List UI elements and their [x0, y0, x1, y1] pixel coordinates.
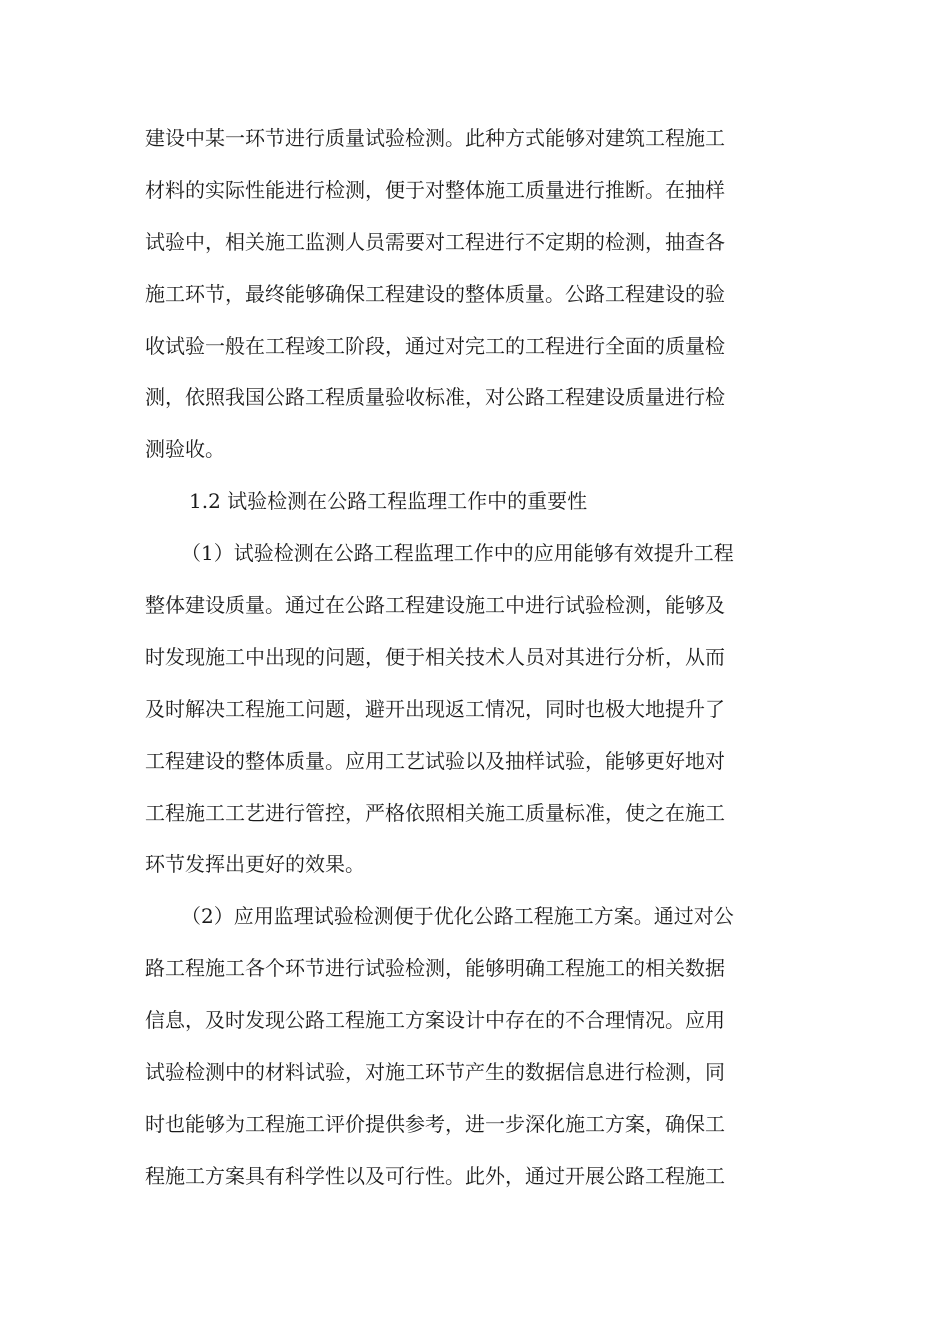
document-page	[145, 113, 807, 1203]
paragraph-1	[145, 113, 807, 476]
paragraph-3	[145, 891, 807, 1202]
text-line: 时也能够为工程施工评价提供参考，进一步深化施工方案，确保工	[145, 1111, 725, 1136]
text-line: 工程施工工艺进行管控，严格依照相关施工质量标准，使之在施工	[145, 800, 725, 825]
text-line: 施工环节，最终能够确保工程建设的整体质量。公路工程建设的验	[145, 281, 725, 306]
text-line: 建设中某一环节进行质量试验检测。此种方式能够对建筑工程施工	[145, 126, 725, 150]
text-line: 收试验一般在工程竣工阶段，通过对完工的工程进行全面的质量检	[145, 333, 725, 358]
text-line: （1）试验检测在公路工程监理工作中的应用能够有效提升工程	[181, 541, 734, 566]
text-line: 时发现施工中出现的问题，便于相关技术人员对其进行分析，从而	[145, 644, 725, 669]
text-line: 工程建设的整体质量。应用工艺试验以及抽样试验，能够更好地对	[145, 748, 725, 773]
text-line: 试验中，相关施工监测人员需要对工程进行不定期的检测，抽查各	[145, 229, 725, 254]
text-line: 试验检测中的材料试验，对施工环节产生的数据信息进行检测，同	[145, 1060, 725, 1085]
text-line: 路工程施工各个环节进行试验检测，能够明确工程施工的相关数据	[145, 956, 725, 981]
text-line: 及时解决工程施工问题，避开出现返工情况，同时也极大地提升了	[145, 696, 725, 721]
section-heading: 1.2 试验检测在公路工程监理工作中的重要性	[189, 489, 588, 514]
paragraph-2	[145, 528, 807, 891]
text-line: 测验收。	[145, 437, 225, 462]
text-line: 程施工方案具有科学性以及可行性。此外，通过开展公路工程施工	[145, 1163, 725, 1188]
text-line: 测，依照我国公路工程质量验收标准，对公路工程建设质量进行检	[145, 385, 725, 410]
text-line: 材料的实际性能进行检测，便于对整体施工质量进行推断。在抽样	[145, 177, 725, 202]
text-line: （2）应用监理试验检测便于优化公路工程施工方案。通过对公	[181, 904, 734, 929]
text-line: 环节发挥出更好的效果。	[145, 852, 365, 877]
text-line: 信息，及时发现公路工程施工方案设计中存在的不合理情况。应用	[145, 1008, 725, 1033]
text-line: 整体建设质量。通过在公路工程建设施工中进行试验检测，能够及	[145, 593, 725, 618]
